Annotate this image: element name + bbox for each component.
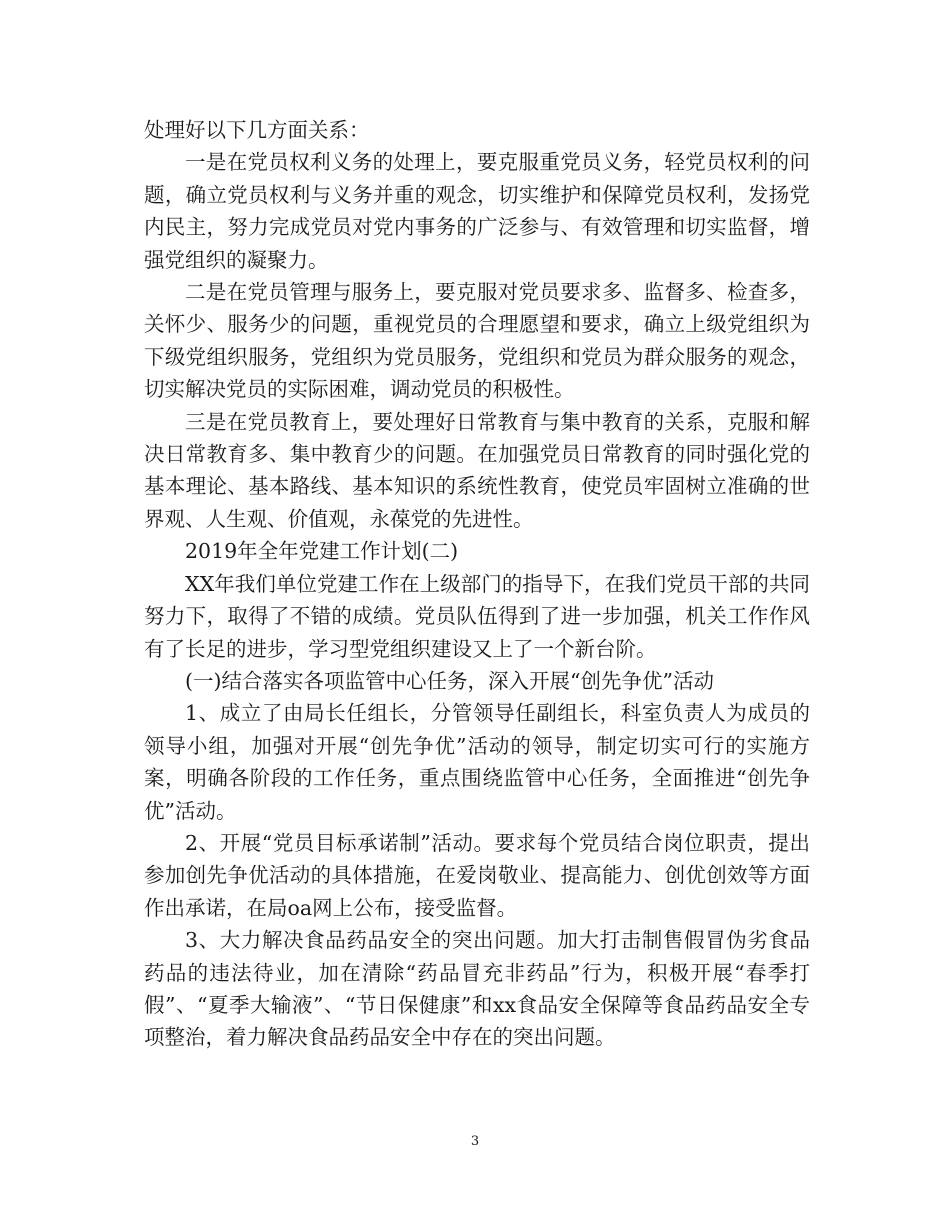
paragraph-management-service: 二是在党员管理与服务上，要克服对党员要求多、监督多、检查多，关怀少、服务少的问题，重视党员的合理愿望和要求，确立上级党组织为下级党组织服务，党组织为党员服务，党组织和党员为群众服务的观念，切实解决党员的实际困难，调动党员的积极性。: [144, 280, 810, 402]
section-heading: 2019年全年党建工作计划(二): [185, 539, 459, 564]
page-number: 3: [470, 1134, 480, 1149]
paragraph-intro: 处理好以下几方面关系：: [144, 118, 370, 142]
paragraph-rights-duties: 一是在党员权利义务的处理上，要克服重党员义务，轻党员权利的问题，确立党员权利与义务并重的观念，切实维护和保障党员权利，发扬党内民主，努力完成党员对党内事务的广泛参与、有效管理和切实监督，增强党组织的凝聚力。: [144, 150, 810, 272]
list-item-3: 3、大力解决食品药品安全的突出问题。加大打击制售假冒伪劣食品药品的违法待业，加在清除“药品冒充非药品”行为，积极开展“春季打假”、“夏季大输液”、“节日保健康”和xx食品安全保障等食品药品安全专项整治，着力解决食品药品安全中存在的突出问题。: [144, 928, 810, 1050]
document-body: [144, 114, 810, 1054]
list-item-2: 2、开展“党员目标承诺制”活动。要求每个党员结合岗位职责，提出参加创先争优活动的具体措施，在爱岗敬业、提高能力、创优创效等方面作出承诺，在局oa网上公布，接受监督。: [144, 830, 810, 920]
subsection-heading: (一)结合落实各项监管中心任务，深入开展“创先争优”活动: [185, 668, 714, 693]
paragraph-summary: XX年我们单位党建工作在上级部门的指导下，在我们党员干部的共同努力下，取得了不错的成绩。党员队伍得到了进一步加强，机关工作作风有了长足的进步，学习型党组织建设又上了一个新台阶。: [144, 571, 810, 661]
list-item-1: 1、成立了由局长任组长，分管领导任副组长，科室负责人为成员的领导小组，加强对开展“创先争优”活动的领导，制定切实可行的实施方案，明确各阶段的工作任务，重点围绕监管中心任务，全面推进“创先争优”活动。: [144, 701, 810, 823]
paragraph-education: 三是在党员教育上，要处理好日常教育与集中教育的关系，克服和解决日常教育多、集中教育少的问题。在加强党员日常教育的同时强化党的基本理论、基本路线、基本知识的系统性教育，使党员牢固树立准确的世界观、人生观、价值观，永葆党的先进性。: [144, 409, 810, 531]
